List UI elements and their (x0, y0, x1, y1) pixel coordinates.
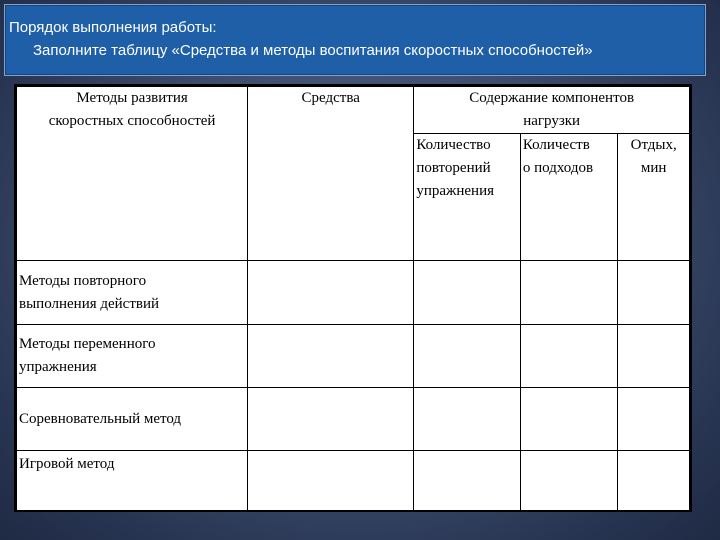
table-row (17, 451, 690, 512)
sets-cell[interactable] (520, 451, 618, 512)
means-cell[interactable] (248, 325, 414, 388)
rest-cell[interactable] (618, 325, 690, 388)
sets-cell[interactable] (520, 325, 618, 388)
header-sets: Количеств о подходов (520, 134, 618, 261)
header-rest: Отдых, мин (618, 134, 690, 261)
header-repetitions: Количество повторений упражнения (414, 134, 521, 261)
sets-cell[interactable] (520, 388, 618, 451)
means-cell[interactable] (248, 261, 414, 325)
task-title: Порядок выполнения работы: (9, 19, 217, 36)
header-means: Средства (248, 87, 414, 261)
repetitions-cell[interactable] (414, 451, 521, 512)
table-row (17, 388, 690, 451)
means-cell[interactable] (248, 388, 414, 451)
row-method-label: Методы переменного упражнения (17, 325, 248, 388)
header-load-components: Содержание компонентов нагрузки (414, 87, 690, 134)
rest-cell[interactable] (618, 388, 690, 451)
rest-cell[interactable] (618, 451, 690, 512)
row-method-label: Методы повторного выполнения действий (17, 261, 248, 325)
header-methods: Методы развития скоростных способностей (17, 87, 248, 261)
means-cell[interactable] (248, 451, 414, 512)
task-instruction: Заполните таблицу «Средства и методы воспитания скоростных способностей» (33, 42, 593, 59)
repetitions-cell[interactable] (414, 261, 521, 325)
repetitions-cell[interactable] (414, 388, 521, 451)
row-method-label: Игровой метод (17, 451, 248, 512)
methods-table (14, 84, 692, 512)
table-row (17, 325, 690, 388)
sets-cell[interactable] (520, 261, 618, 325)
rest-cell[interactable] (618, 261, 690, 325)
row-method-label: Соревновательный метод (17, 388, 248, 451)
repetitions-cell[interactable] (414, 325, 521, 388)
task-header (4, 4, 706, 76)
table-row (17, 261, 690, 325)
